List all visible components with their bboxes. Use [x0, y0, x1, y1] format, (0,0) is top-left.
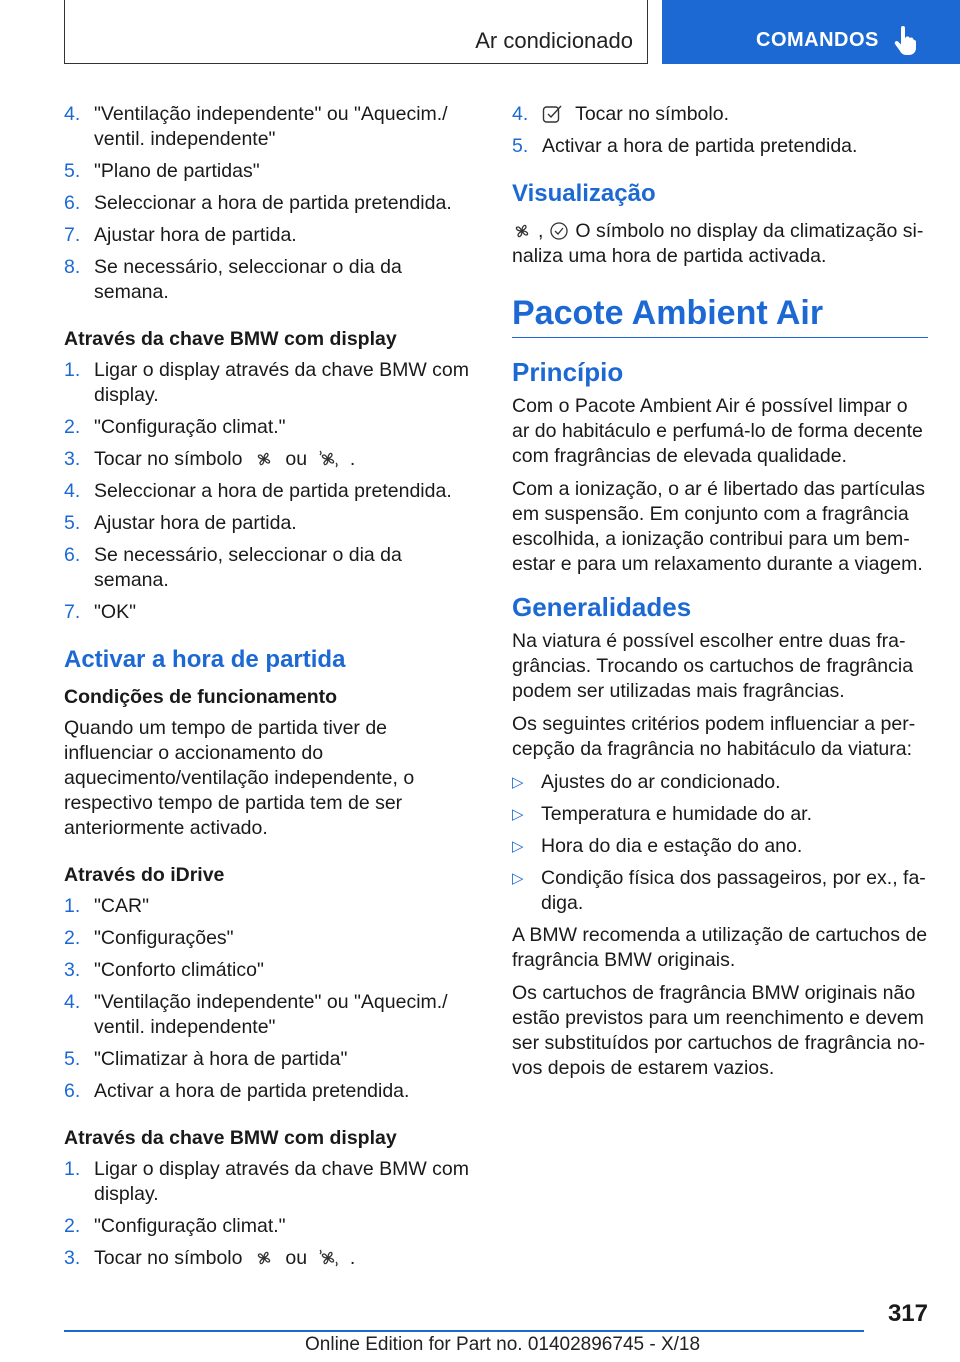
general-paragraph-1: Na viatura é possível escolher entre duas fragrâncias. Trocando os cartuchos de fragrância podem ser utilizadas mais fragrâncias.: [512, 630, 914, 702]
general-paragraph-4: Os cartuchos de fragrância BMW originais não estão previstos para um reenchimento e devem ser substituídos por cartuchos de fragrância novos depois de estarem vazios.: [512, 982, 925, 1079]
list-item: 1. Ligar o display através da chave BMW com display.: [64, 359, 469, 406]
bullet-item: ▷ Temperatura e humidade do ar.: [512, 803, 813, 825]
triangle-bullet-icon: ▷: [512, 838, 524, 855]
header-tab[interactable]: [662, 0, 960, 64]
footer-edition: Online Edition for Part no. 01402896745 - X/18: [305, 1334, 701, 1355]
list-item: 2. "Configuração climat.": [64, 416, 286, 438]
steps-list-a: [64, 102, 476, 305]
list-item: 4. "Ventilação independente" ou "Aquecim./ ventil. independente": [64, 103, 448, 150]
list-item: 5. "Plano de partidas": [64, 160, 260, 182]
list-item: 4. Seleccionar a hora de partida pretendida.: [64, 480, 452, 502]
fan-icon: [254, 449, 274, 469]
triangle-bullet-icon: ▷: [512, 774, 524, 791]
list-item: 2. "Configurações": [64, 927, 234, 949]
header-section-box: [64, 0, 648, 64]
general-paragraph-2: Os seguintes critérios podem influenciar a percepção da fragrância no habitáculo da viatura:: [512, 713, 916, 760]
subheading-key-display-2: Através da chave BMW com display: [64, 1127, 397, 1149]
principle-paragraph-1: Com o Pacote Ambient Air é possível limpar o ar do habitáculo e perfumá-lo de forma decente com fragrâncias de elevada qualidade.: [512, 395, 923, 467]
checkbox-confirm-icon: [542, 104, 564, 124]
right-column: [512, 102, 928, 1089]
conditions-paragraph: Quando um tempo de partida tiver de influenciar o accionamento do aquecimento/ventilação independente, o respectivo tempo de partida tem de ser anteriormente activado.: [64, 717, 415, 839]
list-item: 3. Tocar no símbolo ou .: [64, 448, 356, 470]
heading-display: Visualização: [512, 180, 656, 207]
list-item: 8. Se necessário, seleccionar o dia da semana.: [64, 256, 402, 303]
list-item: 6. Activar a hora de partida pretendida.: [64, 1080, 410, 1102]
triangle-bullet-icon: ▷: [512, 806, 524, 823]
list-item: 4. Tocar no símbolo.: [512, 103, 729, 125]
principle-paragraph-2: Com a ionização, o ar é libertado das partículas em suspensão. Em conjunto com a fragrância escolhida, a ionização contribui para um bem-estar e para um relaxamento durante a viagem.: [512, 478, 925, 575]
list-item: 1. "CAR": [64, 895, 150, 917]
list-item: 6. Se necessário, seleccionar o dia da semana.: [64, 544, 402, 591]
list-item: 7. Ajustar hora de partida.: [64, 224, 297, 246]
list-item: 7. "OK": [64, 601, 137, 623]
page-number: 317: [887, 1300, 928, 1327]
heading-ambient-air: Pacote Ambient Air: [512, 291, 928, 338]
list-item: 5. Ajustar hora de partida.: [64, 512, 297, 534]
triangle-bullet-icon: ▷: [512, 870, 524, 887]
bullet-item: ▷ Ajustes do ar condicionado.: [512, 771, 781, 793]
fan-heat-icon: [318, 449, 338, 469]
timer-check-icon: [549, 221, 569, 241]
left-column: [64, 102, 476, 1278]
header-section-title: Ar condicionado: [475, 28, 633, 53]
list-item: 5. "Climatizar à hora de partida": [64, 1048, 348, 1070]
subheading-idrive: Através do iDrive: [64, 864, 225, 886]
fan-icon: [512, 221, 532, 241]
fan-heat-icon: [318, 1248, 338, 1268]
list-item: 1. Ligar o display através da chave BMW com display.: [64, 1158, 469, 1205]
pointing-hand-icon: [893, 25, 917, 55]
list-item: 3. "Conforto climático": [64, 959, 264, 981]
fan-icon: [254, 1248, 274, 1268]
heading-activate-departure: Activar a hora de partida: [64, 646, 346, 673]
heading-principle: Princípio: [512, 357, 624, 387]
subheading-conditions: Condições de funcionamento: [64, 686, 338, 708]
footer-divider: [64, 1330, 864, 1332]
heading-general: Generalidades: [512, 592, 692, 622]
bullet-item: ▷ Condição física dos passageiros, por ex., fadiga.: [512, 867, 926, 914]
header-tab-label: COMANDOS: [756, 29, 879, 51]
subheading-key-display: Através da chave BMW com display: [64, 328, 397, 350]
list-item: 4. "Ventilação independente" ou "Aquecim./ ventil. independente": [64, 991, 448, 1038]
general-paragraph-3: A BMW recomenda a utilização de cartuchos de fragrância BMW originais.: [512, 924, 928, 971]
bullet-item: ▷ Hora do dia e estação do ano.: [512, 835, 803, 857]
list-item: 6. Seleccionar a hora de partida pretendida.: [64, 192, 452, 214]
list-item: 5. Activar a hora de partida pretendida.: [512, 135, 858, 157]
list-item: 2. "Configuração climat.": [64, 1215, 286, 1237]
display-paragraph: , O símbolo no display da climatização sinaliza uma hora de partida activada.: [512, 220, 924, 267]
list-item: 3. Tocar no símbolo ou .: [64, 1247, 356, 1269]
